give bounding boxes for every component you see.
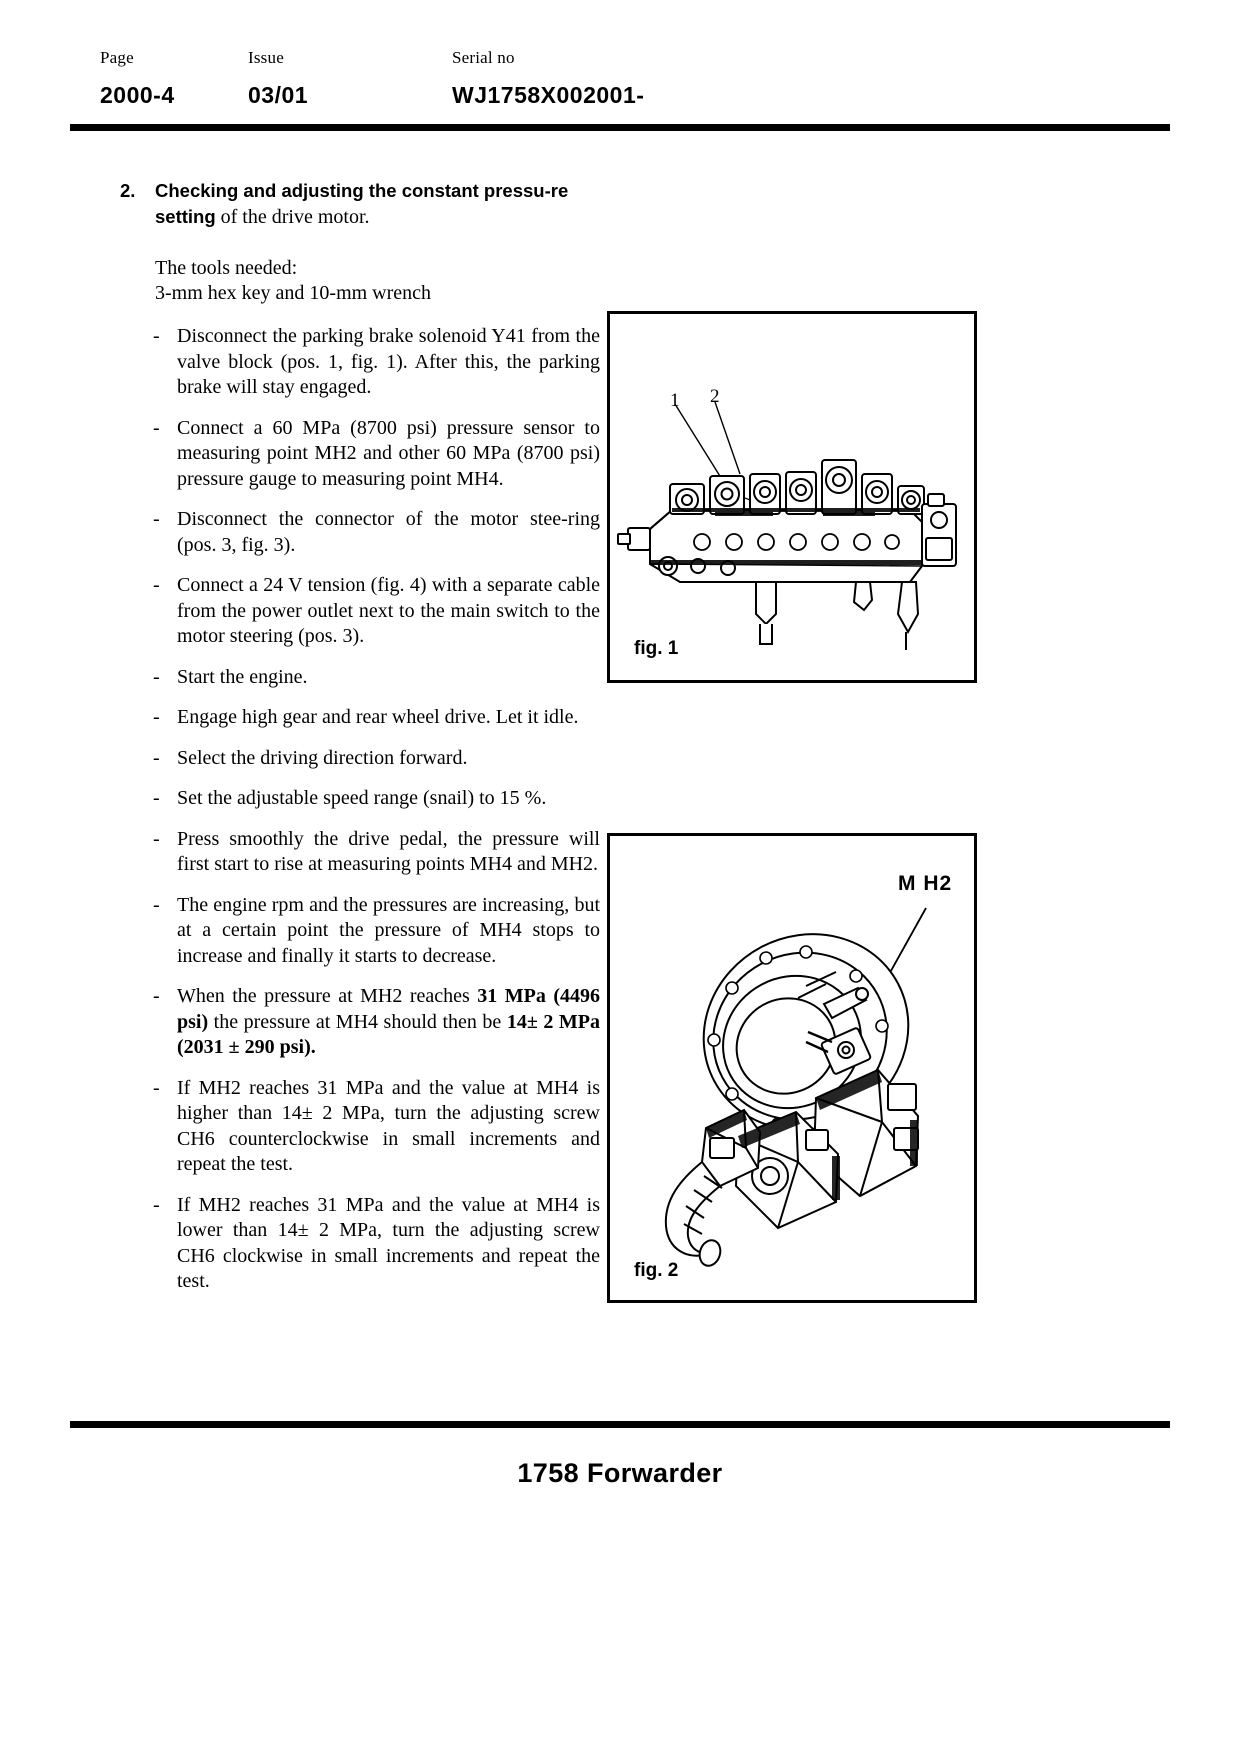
procedure-step (120, 984, 600, 1061)
procedure-step-list (120, 324, 600, 1295)
figure-2-box (607, 833, 977, 1303)
header-serial-column (452, 48, 644, 109)
step-bullet-dash: - (153, 1076, 160, 1099)
step-text: Disconnect the parking brake solenoid Y41 from the valve block (pos. 1, fig. 1). After this, the parking brake will stay engaged. (177, 325, 600, 398)
step-bullet-dash: - (153, 574, 160, 596)
step-text: Set the adjustable speed range (snail) to 15 %. (177, 787, 547, 809)
footer-divider-rule (70, 1421, 1170, 1428)
step-text: Engage high gear and rear wheel drive. Let it idle. (177, 706, 579, 728)
step-text: The engine rpm and the pressures are increasing, but at a certain point the pressure of MH4 stops to increase and finally it starts to decrease. (177, 893, 600, 967)
step-bullet-dash: - (153, 1193, 160, 1216)
procedure-step (120, 416, 600, 493)
step-bullet-dash: - (153, 893, 160, 916)
procedure-step (120, 746, 600, 772)
procedure-step (120, 324, 600, 401)
procedure-step (120, 665, 600, 691)
step-bullet-dash: - (153, 985, 160, 1007)
step-text (177, 985, 600, 1058)
section-title-bold: Checking and adjusting the constant pressu-re setting (155, 180, 569, 227)
step-bullet-dash: - (153, 665, 160, 688)
valve-block-illustration (610, 314, 974, 680)
drive-motor-illustration (610, 836, 974, 1300)
page-footer-title: 1758 Forwarder (517, 1458, 723, 1488)
page-value: 2000-4 (100, 82, 175, 108)
section-title-rest: of the drive motor. (215, 206, 370, 228)
serial-value: WJ1758X002001- (452, 82, 645, 108)
figure-2-annotation-mh2: M H2 (898, 872, 953, 895)
step-text-emphasis: 14± 2 MPa (2031 ± 290 psi). (177, 1010, 600, 1058)
tools-needed-block (120, 256, 600, 306)
step-bullet-dash: - (153, 787, 160, 809)
step-text: Disconnect the connector of the motor stee-ring (pos. 3, fig. 3). (177, 508, 600, 556)
tools-line-1: The tools needed: (155, 257, 298, 279)
header-page-column (100, 48, 175, 109)
procedure-step (120, 573, 600, 650)
step-text: Start the engine. (177, 665, 308, 688)
step-text-emphasis: 31 MPa (4496 psi) (177, 985, 600, 1033)
procedure-step (120, 1076, 600, 1178)
step-bullet-dash: - (153, 746, 160, 769)
tools-line-2: 3-mm hex key and 10-mm wrench (155, 282, 432, 304)
procedure-step (120, 1193, 600, 1295)
procedure-step (120, 705, 600, 731)
step-bullet-dash: - (153, 827, 160, 850)
step-text: Connect a 24 V tension (fig. 4) with a separate cable from the power outlet next to the main switch to the motor steering (pos. 3). (177, 574, 600, 647)
step-bullet-dash: - (153, 416, 160, 439)
issue-value: 03/01 (248, 82, 309, 108)
procedure-step (120, 827, 600, 878)
step-text-fragment: When the pressure at MH2 reaches (177, 985, 478, 1007)
procedure-step (120, 786, 600, 812)
figure-1-caption: fig. 1 (634, 638, 679, 659)
step-bullet-dash: - (153, 325, 160, 347)
figure-2-caption: fig. 2 (634, 1260, 679, 1281)
step-text-fragment: the pressure at MH4 should then be (208, 1010, 507, 1033)
header-issue-column (248, 48, 308, 109)
serial-label: Serial no (452, 48, 515, 67)
figure-1-box (607, 311, 977, 683)
figure-1-callout-2: 2 (710, 386, 720, 407)
section-number: 2. (120, 180, 136, 201)
issue-label: Issue (248, 48, 284, 67)
section-heading (120, 178, 600, 230)
figure-1-callout-1: 1 (670, 390, 680, 411)
step-bullet-dash: - (153, 508, 160, 530)
procedure-step (120, 893, 600, 970)
page-label: Page (100, 48, 134, 67)
step-text: Select the driving direction forward. (177, 746, 468, 769)
step-text: Press smoothly the drive pedal, the pressure will first start to rise at measuring points MH4 and MH2. (177, 827, 600, 875)
step-bullet-dash: - (153, 706, 160, 728)
step-text: If MH2 reaches 31 MPa and the value at MH4 is higher than 14± 2 MPa, turn the adjusting screw CH6 counterclockwise in small increments and repeat the test. (177, 1076, 600, 1175)
step-text: If MH2 reaches 31 MPa and the value at MH4 is lower than 14± 2 MPa, turn the adjusting screw CH6 clockwise in small increments and repeat the test. (177, 1193, 600, 1292)
main-text-column (120, 178, 600, 1310)
step-text: Connect a 60 MPa (8700 psi) pressure sensor to measuring point MH2 and other 60 MPa (8700 psi) pressure gauge to measuring point MH4. (177, 416, 600, 490)
procedure-step (120, 507, 600, 558)
header-divider-rule (70, 124, 1170, 131)
